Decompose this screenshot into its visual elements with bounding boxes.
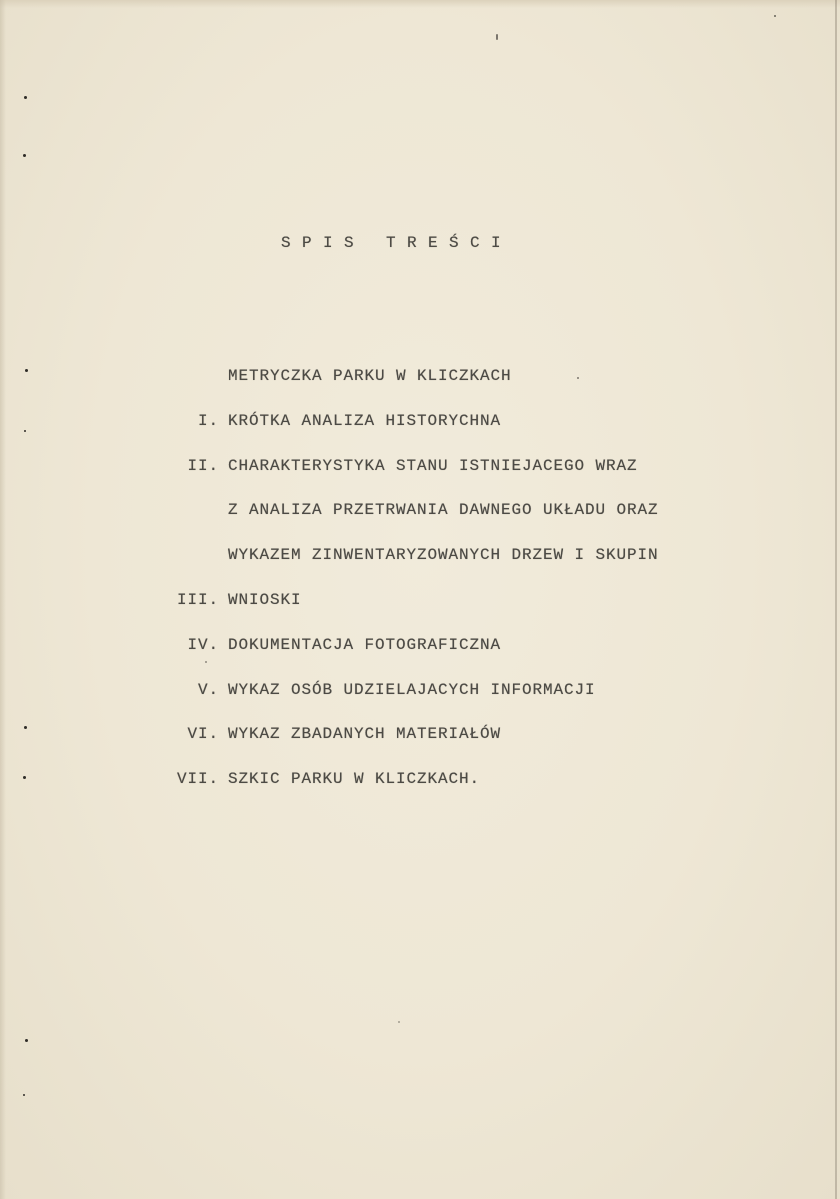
toc-entry-numeral: III. (176, 590, 219, 609)
toc-entry-vii (0, 757, 840, 802)
toc-entry-iii (0, 578, 840, 623)
toc-entry-text: METRYCZKA PARKU W KLICZKACH (228, 367, 512, 385)
toc-entry-numeral: VII. (176, 770, 219, 789)
toc-entry-vi (0, 712, 840, 757)
speck (23, 1094, 25, 1096)
toc-line (0, 623, 840, 668)
toc-line (0, 533, 840, 578)
toc-line (0, 668, 840, 713)
toc-line (0, 757, 840, 802)
toc-entry-text-continued: WYKAZEM ZINWENTARYZOWANYCH DRZEW I SKUPIN (228, 546, 659, 565)
toc-entry-iv (0, 623, 840, 668)
toc-entry-metryczka (0, 354, 840, 399)
toc-entry-text: WYKAZ OSÓB UDZIELAJACYCH INFORMACJI (228, 680, 596, 699)
toc-entry-numeral: V. (197, 680, 219, 699)
speck (496, 34, 498, 40)
toc-entry-i (0, 399, 840, 444)
toc-entry-text: WYKAZ ZBADANYCH MATERIAŁÓW (228, 725, 502, 744)
toc-entry-numeral: VI. (187, 725, 219, 744)
page-top-edge (0, 0, 840, 8)
toc-line (0, 488, 840, 533)
toc-entry-text: DOKUMENTACJA FOTOGRAFICZNA (228, 635, 502, 654)
toc-line (0, 444, 840, 489)
speck (23, 154, 26, 157)
speck (24, 96, 27, 99)
toc-line (0, 354, 840, 399)
toc-line (0, 399, 840, 444)
speck (398, 1021, 400, 1023)
toc-entry-text: WNIOSKI (228, 590, 302, 609)
toc-line (0, 712, 840, 757)
page-title: S P I S T R E Ś C I (281, 234, 502, 252)
speck (774, 15, 776, 17)
toc-entry-ii (0, 444, 840, 578)
toc-entry-text-continued: Z ANALIZA PRZETRWANIA DAWNEGO UKŁADU ORAZ (228, 501, 659, 520)
toc-entry-text: CHARAKTERYSTYKA STANU ISTNIEJACEGO WRAZ (228, 456, 638, 475)
toc-entry-text: KRÓTKA ANALIZA HISTORYCHNA (228, 411, 502, 430)
toc-entry-v (0, 668, 840, 713)
toc-entry-numeral: IV. (187, 635, 219, 654)
toc-entry-numeral: I. (197, 411, 219, 430)
table-of-contents (0, 354, 840, 802)
toc-entry-text: SZKIC PARKU W KLICZKACH. (228, 770, 481, 789)
speck (25, 1039, 28, 1042)
toc-entry-numeral: II. (187, 456, 219, 475)
toc-line (0, 578, 840, 623)
